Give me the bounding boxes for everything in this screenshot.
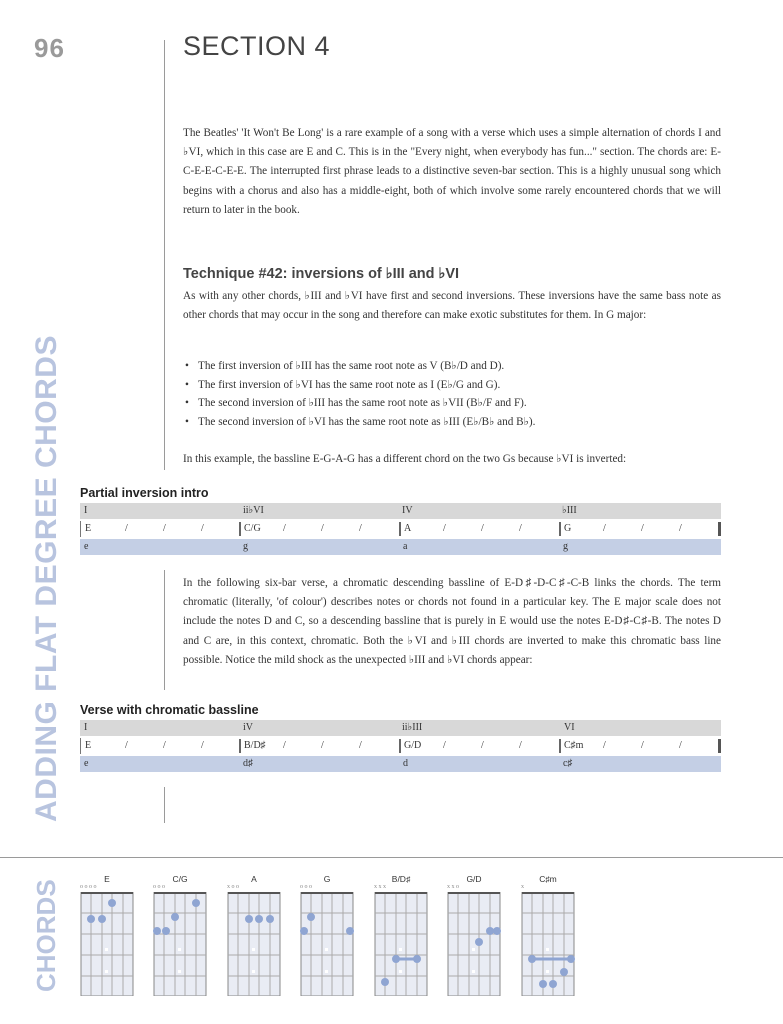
chord-diagram-name: G/D <box>466 874 482 884</box>
chord-symbol: E <box>85 523 92 534</box>
beat-slash: / <box>201 523 204 534</box>
bass-note-row <box>80 539 721 555</box>
chord-diagram-name: B/D♯ <box>391 874 411 884</box>
chord-row <box>80 738 721 754</box>
section-title: SECTION 4 <box>183 31 331 61</box>
bar-line <box>559 522 561 536</box>
bass-note: d♯ <box>243 758 253 769</box>
beat-slash: / <box>519 740 522 751</box>
list-item: • The second inversion of ♭III has the same root note as ♭VII (B♭/F and F). <box>183 394 721 413</box>
beat-slash: / <box>603 523 606 534</box>
list-item: • The second inversion of ♭VI has the same root note as ♭III (E♭/B♭ and B♭). <box>183 413 721 432</box>
beat-slash: / <box>443 740 446 751</box>
chord-diagram-b-dsharp <box>374 874 428 996</box>
beat-slash: / <box>481 523 484 534</box>
beat-slash: / <box>359 523 362 534</box>
roman-numeral: IV <box>402 505 413 516</box>
open-string-marks: x x o <box>447 884 459 890</box>
example-sentence: In this example, the bassline E-G-A-G has a different chord on the two Gs because ♭VI is inverted: <box>183 453 627 465</box>
beat-slash: / <box>283 740 286 751</box>
chord-diagram-c-g <box>153 874 207 996</box>
example1-title: Partial inversion intro <box>80 486 209 500</box>
beat-slash: / <box>603 740 606 751</box>
end-bar-line <box>718 522 721 536</box>
roman-numeral: ii♭III <box>402 722 423 733</box>
bass-note: c♯ <box>563 758 573 769</box>
technique-heading: Technique #42: inversions of ♭III and ♭VI <box>183 266 460 282</box>
chord-chart-2 <box>80 720 721 772</box>
beat-slash: / <box>163 740 166 751</box>
fretboard-csharp-m <box>521 892 575 996</box>
open-string-marks: o o o o <box>80 884 97 890</box>
chord-row <box>80 521 721 537</box>
chord-symbol: G <box>564 523 572 534</box>
bass-note-row <box>80 756 721 772</box>
list-item: • The first inversion of ♭III has the same root note as V (B♭/D and D). <box>183 357 721 376</box>
example2-title: Verse with chromatic bassline <box>80 703 259 717</box>
list-item: • The first inversion of ♭VI has the same root note as I (E♭/G and G). <box>183 376 721 395</box>
chord-diagram-name: E <box>104 874 110 884</box>
chord-diagram-g-d <box>447 874 501 996</box>
beat-slash: / <box>481 740 484 751</box>
beat-slash: / <box>163 523 166 534</box>
chord-symbol: C/G <box>244 523 261 534</box>
vertical-rule-top <box>164 40 165 470</box>
bass-note: g <box>243 541 248 552</box>
roman-numeral: ♭III <box>562 505 577 516</box>
footer-rule <box>0 857 783 858</box>
roman-numeral: iV <box>243 722 253 733</box>
fretboard-b-dsharp <box>374 892 428 996</box>
chord-diagram-e <box>80 874 134 996</box>
beat-slash: / <box>125 523 128 534</box>
open-string-marks: x <box>521 884 524 890</box>
side-chords-label: CHORDS <box>31 879 61 992</box>
chord-diagram-g <box>300 874 354 996</box>
bass-note: a <box>403 541 408 552</box>
fretboard-c-g <box>153 892 207 996</box>
fretboard-e <box>80 892 134 996</box>
page-number: 96 <box>34 33 65 63</box>
chord-diagram-name: C/G <box>172 874 188 884</box>
bar-line <box>399 522 401 536</box>
chord-diagram-name: G <box>323 874 331 884</box>
beat-slash: / <box>321 523 324 534</box>
roman-numeral: VI <box>564 722 575 733</box>
vertical-rule-bottom <box>164 787 165 823</box>
end-bar-line <box>718 739 721 753</box>
beat-slash: / <box>641 523 644 534</box>
bar-line <box>559 739 561 753</box>
chord-symbol: A <box>404 523 412 534</box>
beat-slash: / <box>359 740 362 751</box>
open-string-marks: x x x <box>374 884 386 890</box>
beat-slash: / <box>125 740 128 751</box>
bar-line <box>399 739 401 753</box>
bass-note: g <box>563 541 568 552</box>
bar-line <box>239 522 241 536</box>
chord-symbol: E <box>85 740 92 751</box>
technique-paragraph: As with any other chords, ♭III and ♭VI have first and second inversions. These inversions have the same bass note as other chords that may occur in the song and therefore can make exotic substitutes for them. In G major: <box>183 290 721 322</box>
open-string-marks: x o o <box>227 884 239 890</box>
open-string-marks: o o o <box>153 884 165 890</box>
chord-diagram-name: A <box>251 874 257 884</box>
chord-diagram-name: C♯m <box>539 874 557 884</box>
vertical-rule-mid <box>164 570 165 690</box>
bass-note: e <box>84 758 89 769</box>
beat-slash: / <box>443 523 446 534</box>
bullet-list <box>183 357 721 431</box>
bass-note: d <box>403 758 408 769</box>
chord-symbol: B/D♯ <box>244 740 266 751</box>
fretboard-g-d <box>447 892 501 996</box>
chord-symbol: G/D <box>404 740 422 751</box>
intro-paragraph: The Beatles' 'It Won't Be Long' is a rare example of a song with a verse which uses a simple alternation of chords I and ♭VI, which in this case are E and C. This is in the "Every night, when everybody has fun..." section. The chords are: E-C-E-E-C-E-E. The interrupted first phrase leads to a distinctive seven-bar section. This is a highly unusual song which begins with a chorus and also has a middle-eight, both of which involve some rarely encountered chords that we will return to later in the book. <box>183 127 721 216</box>
open-string-marks: o o o <box>300 884 312 890</box>
fretboard-g <box>300 892 354 996</box>
beat-slash: / <box>679 740 682 751</box>
roman-numeral: I <box>84 505 88 516</box>
beat-slash: / <box>321 740 324 751</box>
roman-numeral: ii♭VI <box>243 505 264 516</box>
beat-slash: / <box>283 523 286 534</box>
beat-slash: / <box>519 523 522 534</box>
roman-numeral-row <box>80 720 721 736</box>
chord-chart-1 <box>80 503 721 555</box>
beat-slash: / <box>641 740 644 751</box>
roman-numeral-row <box>80 503 721 519</box>
bass-note: e <box>84 541 89 552</box>
chord-diagram-csharp-m <box>521 874 575 996</box>
verse-paragraph: In the following six-bar verse, a chromatic descending bassline of E-D♯-D-C♯-C-B links the chords. The term chromatic (literally, 'of colour') describes notes or chords not found in a particular key. The E major scale does not include the notes D and C, so a descending bassline that is purely in E would use the notes E-D♯-C♯-B. The notes D and C are, in this context, chromatic. Both the ♭VI and ♭III chords are inverted to make this chromatic bass line possible. Notice the mild shock as the unexpected ♭III and ♭VI chords appear: <box>183 577 721 666</box>
chord-diagram-a <box>227 874 281 996</box>
side-title: ADDING FLAT DEGREE CHORDS <box>30 335 63 822</box>
bar-line <box>239 739 241 753</box>
roman-numeral: I <box>84 722 88 733</box>
chord-symbol: C♯m <box>564 740 584 751</box>
fretboard-a <box>227 892 281 996</box>
beat-slash: / <box>201 740 204 751</box>
beat-slash: / <box>679 523 682 534</box>
